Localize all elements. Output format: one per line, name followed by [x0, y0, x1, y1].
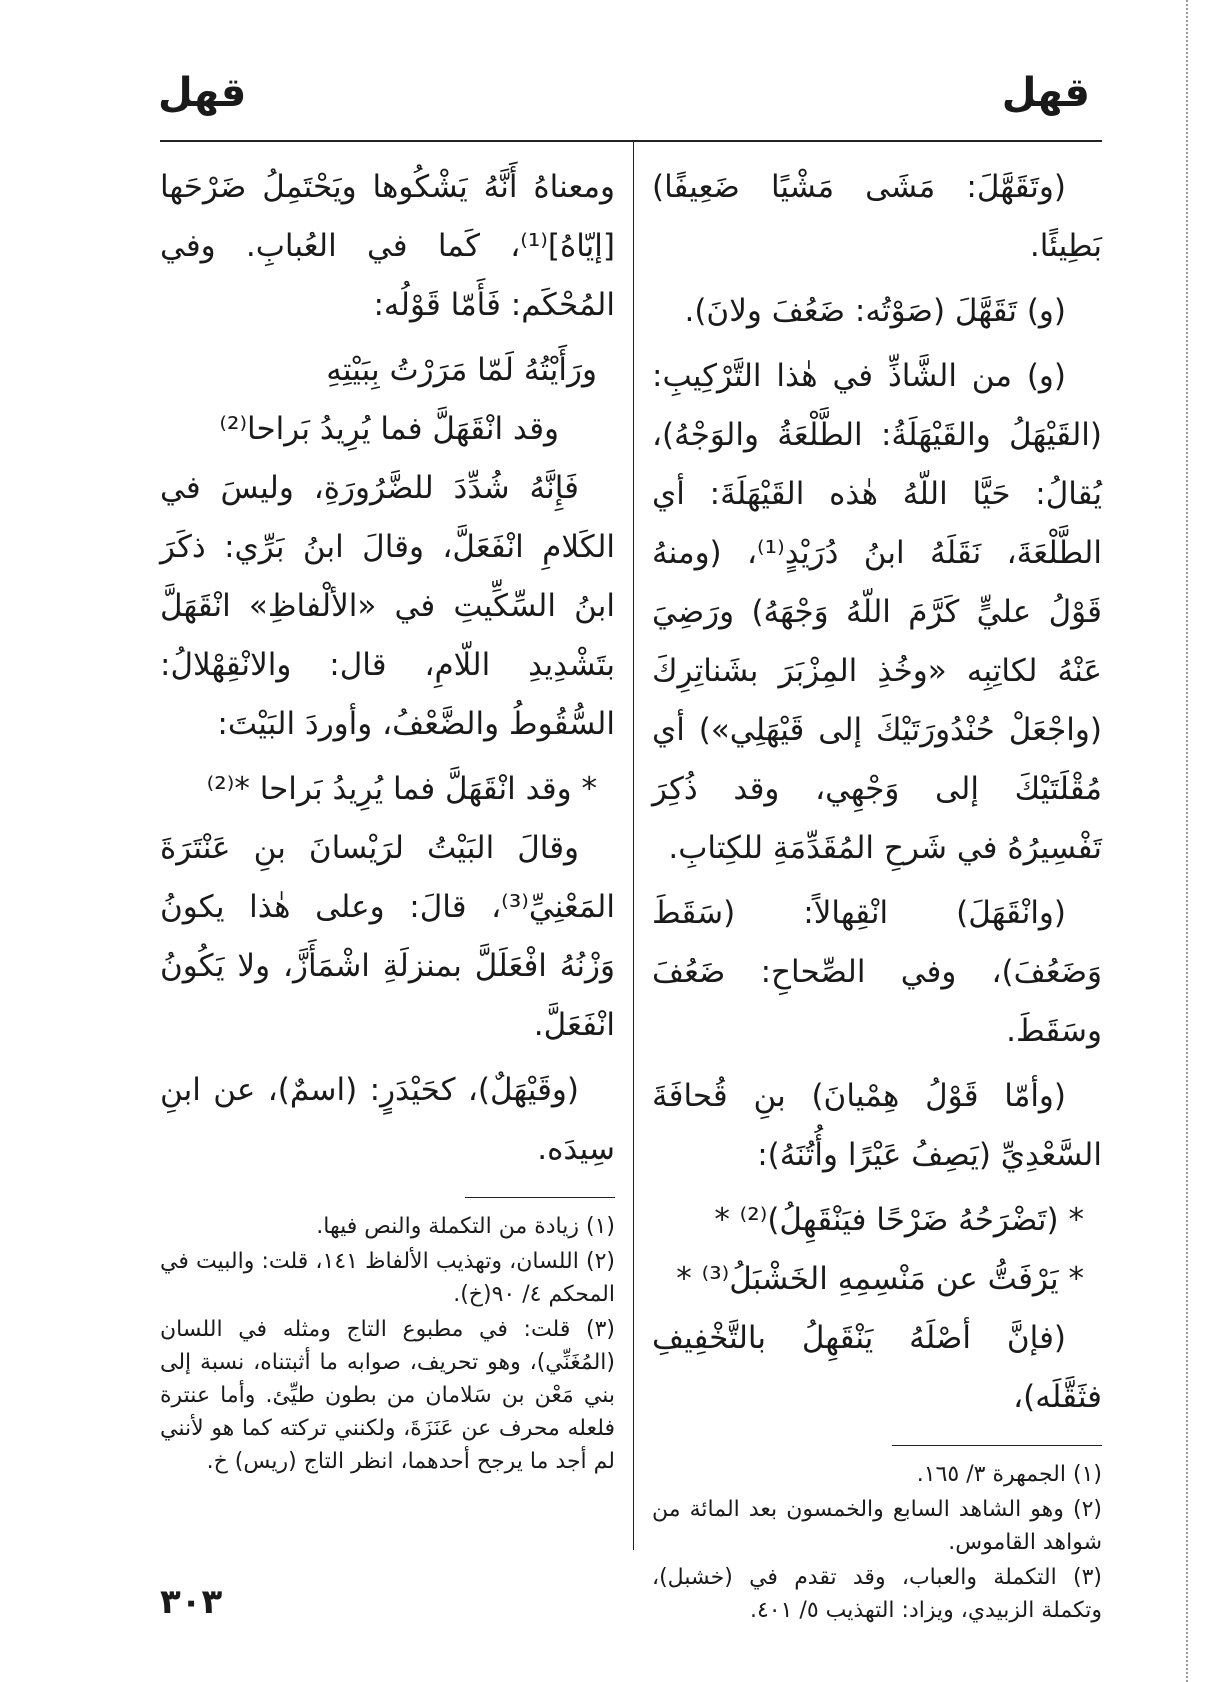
header-rule — [160, 140, 1102, 142]
verse-line: * وقد انْقَهَلَّ فما يُرِيدُ بَراحا *⁽²⁾ — [206, 771, 597, 807]
footnote: (٣) قلت: في مطبوع التاج ومثله في اللسان (المُغَنِّي)، وهو تحريف، صوابه ما أثبتناه، نسبة إلى بني مَعْن بن سَلامان من بطون طيِّئ. وأما عنترة فلعله محرف عن عَنَزَةَ، ولكنني تركته كما هو لأنني لم أجد ما يرجح أحدهما، انظر التاج (ريس) خ. — [160, 1317, 615, 1474]
entry-paragraph: فَإِنَّهُ شُدِّدَ للضَّرُورَةِ، وليسَ في الكَلامِ انْفَعَلَّ، وقالَ ابنُ بَرِّي: ذكَرَ ابنُ السِّكِّيتِ في «الألْفاظِ» انْقَهَلَّ بتَشْدِيدِ اللّامِ، قال: والانْقِهْلالُ: السُّقُوطُ والضَّعْفُ، وأوردَ البَيْتَ: — [160, 470, 615, 742]
entry-paragraph: وقالَ البَيْتُ لرَيْسانَ بنِ عَنْتَرَةَ المَعْنِيِّ⁽³⁾، قالَ: وعلى هٰذا يكونُ وَزْنُهُ افْعَلَلَّ بمنزلَةِ اشْمَأَزَّ، ولا يَكُونُ انْفَعَلَّ. — [160, 830, 615, 1043]
entry-paragraph: (وأمّا قَوْلُ هِمْيانَ) بنِ قُحافَةَ السَّعْدِيِّ (يَصِفُ عَيْرًا وأُتُنَهُ): — [652, 1078, 1102, 1173]
entry-paragraph: ومعناهُ أَنَّهُ يَشْكُوها ويَحْتَمِلُ ضَرْحَها [إيّاهُ]⁽¹⁾، كَما في العُبابِ. وفي المُحْكَم: فَأَمّا قَوْلُه: — [160, 169, 615, 323]
entry-paragraph: (وقَيْهَلٌ)، كحَيْدَرٍ: (اسمٌ)، عن ابنِ سِيدَه. — [160, 1072, 615, 1167]
verse-line: وقد انْقَهَلَّ فما يُرِيدُ بَراحا⁽²⁾ — [219, 411, 559, 447]
footnote: (٢) وهو الشاهد السابع والخمسون بعد المائة من شواهد القاموس. — [652, 1497, 1102, 1555]
left-column — [160, 158, 615, 1480]
footnote: (١) الجمهرة ٣/ ١٦٥. — [916, 1462, 1102, 1487]
entry-paragraph: (فإنَّ أصْلَهُ يَنْقَهِلُ بالتَّخْفِيفِ فثَقَّلَه)، — [652, 1320, 1102, 1415]
entry-paragraph: (وانْقَهَلَ) انْقِهالاً: (سَقَطَ وَضَعُفَ)، وفي الصِّحاحِ: ضَعُفَ وسَقَطَ. — [652, 895, 1102, 1049]
footnote: (٣) التكملة والعباب، وقد تقدم في (خشبل)، وتكملة الزبيدي، ويزاد: التهذيب ٥/ ٤٠١. — [652, 1565, 1102, 1623]
footnote: (١) زيادة من التكملة والنص فيها. — [316, 1214, 615, 1239]
footnote-rule — [465, 1197, 615, 1198]
page-number: ٣٠٣ — [160, 1582, 223, 1622]
running-head-right: قهل — [1001, 70, 1090, 116]
verse-line: ورَأَيْتُهُ لَمّا مَرَرْتُ بِبَيْتِهِ — [326, 352, 597, 388]
running-head-left: قهل — [158, 70, 247, 116]
entry-paragraph: (و) من الشَّاذِّ في هٰذا التَّرْكِيبِ: (القَيْهَلُ والقَيْهَلَةُ: الطَّلْعَةُ والوَجْهُ)، يُقالُ: حَيَّا اللّهُ هٰذه القَيْهَلَةَ: أي الطَّلْعَةَ، نَقَلَهُ ابنُ دُرَيْدٍ⁽¹⁾، (ومنهُ قَوْلُ عليٍّ كَرَّمَ اللّهُ وَجْهَهُ) ورَضِيَ عَنْهُ لكاتِبِه «وخُذِ المِزْبَرَ بشَناتِرِكَ (واجْعَلْ حُنْدُورَتَيْكَ إلى قَيْهَلِي») أي مُقْلَتَيْكَ إلى وَجْهِي، وقد ذُكِرَ تَفْسِيرُهُ في شَرحِ المُقَدِّمَةِ للكِتابِ. — [652, 358, 1102, 866]
verse-line: * (تَضْرَحُهُ ضَرْحًا فيَنْقَهِلُ)⁽²⁾ * — [714, 1202, 1084, 1238]
page-edge-dotted-line — [1186, 0, 1188, 1682]
entry-paragraph: (و) تَقَهَّلَ (صَوْتُه: ضَعُفَ ولانَ). — [684, 293, 1066, 329]
verse-line: * يَرْفَتُّ عن مَنْسِمِهِ الخَشْبَلُ⁽³⁾ * — [676, 1261, 1084, 1297]
right-column — [652, 158, 1102, 1629]
footnote-rule — [892, 1445, 1102, 1446]
entry-paragraph: (وتَقَهَّلَ: مَشَى مَشْيًا ضَعِيفًا) بَطِيئًا. — [652, 169, 1102, 264]
footnote: (٢) اللسان، وتهذيب الألفاظ ١٤١، قلت: والبيت في المحكم ٤/ ٩٠(خ). — [160, 1249, 615, 1307]
column-divider — [633, 140, 634, 1550]
